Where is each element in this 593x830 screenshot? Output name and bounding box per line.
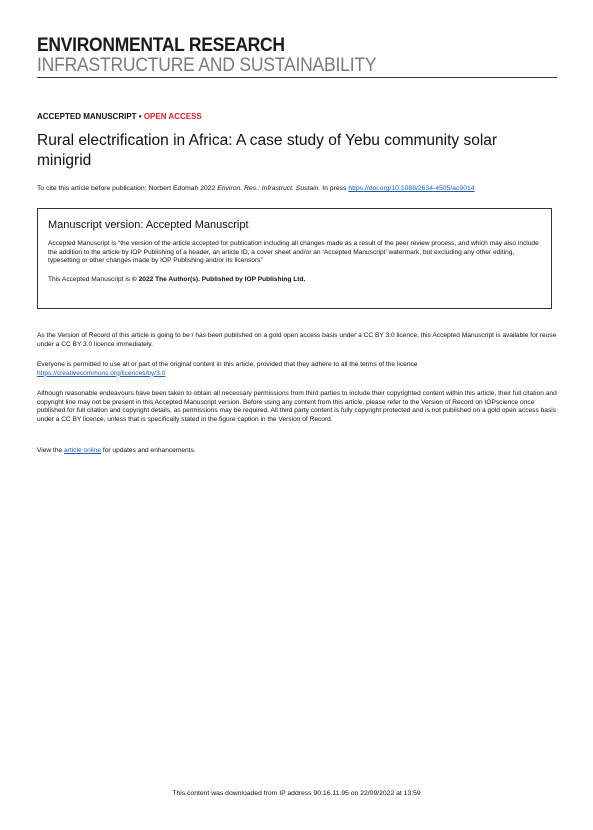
- status-line: [37, 112, 202, 121]
- journal-title-line2: INFRASTRUCTURE AND SUSTAINABILITY: [37, 55, 377, 76]
- licence-link[interactable]: https://creativecommons.org/licences/by/3.0: [37, 369, 166, 377]
- citation-line: [37, 185, 475, 192]
- accepted-label: ACCEPTED MANUSCRIPT: [37, 112, 137, 121]
- status-separator: •: [136, 112, 144, 121]
- reuse-text: Everyone is permitted to use all or part of the original content in this article, provided that they adhere to all the terms of the licence: [37, 361, 418, 368]
- article-online-link[interactable]: article online: [64, 447, 102, 454]
- citation-journal: Environ. Res.: Infrastruct. Sustain.: [217, 185, 321, 192]
- doi-link[interactable]: https://doi.org/10.1088/2634-4505/ac9014: [348, 185, 475, 192]
- manuscript-box-heading: Manuscript version: Accepted Manuscript: [48, 219, 249, 231]
- view-prefix: View the: [37, 447, 65, 454]
- manuscript-version-box: [37, 208, 552, 309]
- journal-title-line1: ENVIRONMENTAL RESEARCH: [37, 35, 285, 56]
- permissions-paragraph: Although reasonable endeavours have been taken to obtain all necessary permissions from third parties to include their copyrighted content within this article, their full citation and copyright line may not be present in this Accepted Manuscript version. Before using any content from this article, please refer to the Version of Record on IOPscience once published for full citation and copyright details, as permissions may be required. All third party content is fully copyright protected and is not published on a gold open access basis under a CC BY licence, unless that is specifically stated in the figure caption in the Version of Record.: [37, 390, 557, 423]
- copyright-bold: © 2022 The Author(s). Published by IOP Publishing Ltd.: [131, 275, 306, 283]
- download-footer: This content was downloaded from IP address 90.16.11.95 on 22/09/2022 at 13:59: [172, 790, 421, 797]
- reuse-paragraph: [37, 361, 557, 378]
- view-online-paragraph: [37, 447, 557, 456]
- journal-title: [37, 36, 557, 76]
- header-rule: [37, 77, 557, 78]
- open-access-badge: OPEN ACCESS: [143, 112, 202, 121]
- citation-in-press: In press: [320, 185, 349, 192]
- citation-prefix: To cite this article before publication: Norbert Edomah 2022: [37, 185, 218, 192]
- licence-paragraph: As the Version of Record of this article is going to be / has been published on a gold open access basis under a CC BY 3.0 licence, this Accepted Manuscript is available for reuse under a CC BY 3.0 licence immediately.: [37, 332, 557, 348]
- article-title: Rural electrification in Africa: A case study of Yebu community solar minigrid: [37, 132, 498, 169]
- view-suffix: for updates and enhancements.: [101, 447, 196, 454]
- copyright-prefix: This Accepted Manuscript is: [48, 275, 132, 283]
- manuscript-copyright: [48, 276, 541, 283]
- manuscript-definition: Accepted Manuscript is “the version of the article accepted for publication including all changes made as a result of the peer review process, and which may also include the addition to the article by IOP Publishing of a header, an article ID, a cover sheet and/or an ‘Accepted Manuscript’ watermark, but excluding any other editing, typesetting or other changes made by IOP Publishing and/or its licensors”: [48, 240, 539, 265]
